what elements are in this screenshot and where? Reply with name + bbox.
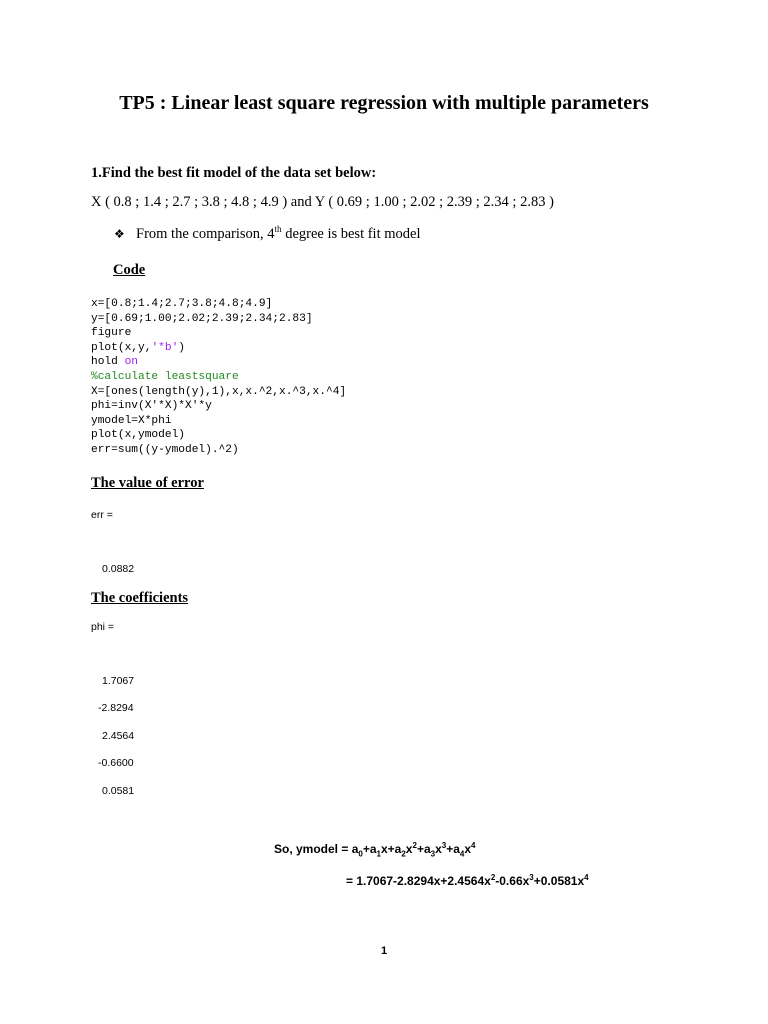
model-equation-general: So, ymodel = $a_0+a_1x+a_2x^2+a_3x^3+a_4x^4$ [274,841,476,859]
equation-part: -0.66x [495,874,530,888]
question-heading: 1.Find the best fit model of the data set below: [91,165,377,181]
bullet-item [114,224,420,243]
subscript: 0 [358,849,363,859]
code-line: X=[ones(length(y),1),x,x.^2,x.^3,x.^4] [91,385,347,398]
code-line [91,341,346,356]
subscript: 1 [376,849,381,859]
equation-part: +0.0581x [533,874,585,888]
code-line: figure [91,327,132,340]
code-text: hold [91,356,125,369]
code-text: ) [178,341,186,354]
coefficients-heading: The coefficients [91,590,189,606]
superscript: 4 [584,873,589,882]
equation-part: = 1.7067-2.8294x+2.4564x [346,874,491,888]
coefficient-value: 2.4564 [102,730,135,742]
diamond-bullet-icon: ❖ [114,226,125,241]
subscript: 2 [401,849,406,859]
code-keyword: on [124,356,139,369]
code-heading: Code [113,262,146,278]
superscript: 2 [412,841,417,850]
code-line [91,355,346,370]
coefficient-value: -0.6600 [98,757,134,769]
subscript: 4 [459,849,465,859]
error-label: err = [91,509,113,521]
code-line: ymodel=X*phi [91,414,172,427]
subscript: 3 [430,849,436,859]
coefficient-value: 0.0581 [102,785,135,797]
coefficient-value: 1.7067 [102,675,135,687]
superscript: 4 [471,841,476,850]
code-text: plot(x,y, [91,341,152,354]
error-heading: The value of error [91,475,204,491]
superscript: 3 [529,873,534,882]
superscript: 2 [490,873,496,882]
equation-prefix: So, ymodel = [274,842,352,856]
code-string: '*b' [151,341,179,354]
code-line: x=[0.8;1.4;2.7;3.8;4.8;4.9] [91,298,273,310]
data-set-line: X ( 0.8 ; 1.4 ; 2.7 ; 3.8 ; 4.8 ; 4.9 ) and Y ( 0.69 ; 1.00 ; 2.02 ; 2.39 ; 2.34 ; 2.83 ) [91,194,554,210]
bullet-text-before: From the comparison, 4 [136,225,275,242]
code-line: plot(x,ymodel) [91,429,185,442]
code-line: err=sum((y-ymodel).^2) [91,443,239,456]
page-number: 1 [380,945,388,957]
coefficient-value: -2.8294 [98,702,134,714]
superscript: 3 [441,841,447,850]
document-title: TP5 : Linear least square regression with multiple parameters [119,92,649,114]
model-equation-numeric [346,873,589,888]
code-line: y=[0.69;1.00;2.02;2.39;2.34;2.83] [91,312,313,325]
phi-label: phi = [91,621,115,633]
code-comment: %calculate leastsquare [91,370,239,383]
error-value: 0.0882 [102,563,135,575]
bullet-text-after: degree is best fit model [281,225,421,242]
bullet-superscript: th [274,224,282,234]
code-block [91,297,346,458]
code-line: phi=inv(X'*X)*X'*y [91,400,212,413]
